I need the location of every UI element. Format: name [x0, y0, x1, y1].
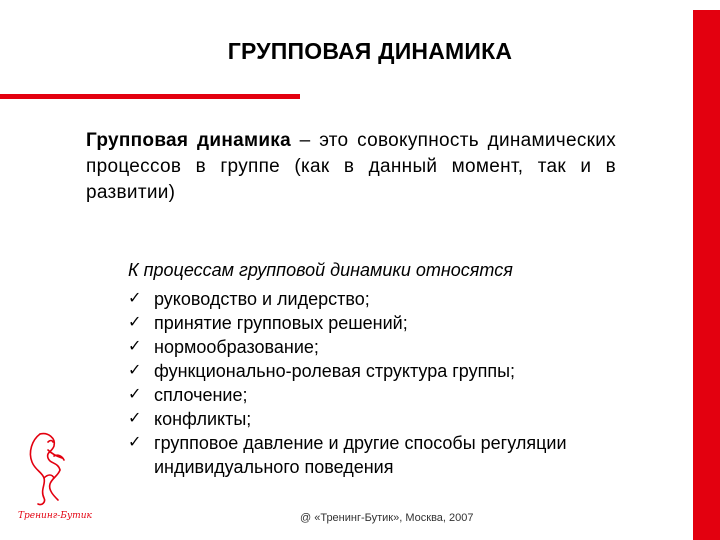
check-icon: ✓	[128, 338, 142, 355]
definition-text: – это совокупность динамических процессов в группе (как в данный момент, так и в развитии)	[86, 130, 616, 203]
list-item	[128, 287, 648, 311]
list-intro: К процессам групповой динамики относятся	[128, 260, 513, 280]
check-icon: ✓	[128, 410, 142, 427]
check-icon: ✓	[128, 362, 142, 379]
process-list	[128, 287, 648, 479]
list-item-text: функционально-ролевая структура группы;	[154, 361, 516, 381]
definition-term: Групповая динамика	[86, 130, 291, 151]
list-item-text: принятие групповых решений;	[154, 313, 408, 333]
slide-title: ГРУППОВАЯ ДИНАМИКА	[227, 38, 513, 64]
definition-paragraph	[86, 128, 616, 206]
check-icon: ✓	[128, 434, 142, 451]
footer-copyright: @ «Тренинг-Бутик», Москва, 2007	[300, 512, 474, 524]
list-item-text: нормообразование;	[154, 337, 319, 357]
list-item	[128, 431, 648, 479]
list-item	[128, 407, 648, 431]
list-item-text: конфликты;	[154, 409, 252, 429]
check-icon: ✓	[128, 290, 142, 307]
list-item	[128, 383, 648, 407]
list-item	[128, 335, 648, 359]
list-item	[128, 359, 648, 383]
list-item-text: сплочение;	[154, 385, 248, 405]
right-accent-bar	[693, 10, 720, 540]
logo-caption: Тренинг-Бутик	[18, 511, 92, 521]
check-icon: ✓	[128, 386, 142, 403]
title-underline	[0, 94, 300, 99]
training-boutique-logo	[18, 426, 118, 526]
check-icon: ✓	[128, 314, 142, 331]
list-item-text: руководство и лидерство;	[154, 289, 370, 309]
list-item-text: групповое давление и другие способы регуляции индивидуального поведения	[154, 433, 567, 477]
list-item	[128, 311, 648, 335]
